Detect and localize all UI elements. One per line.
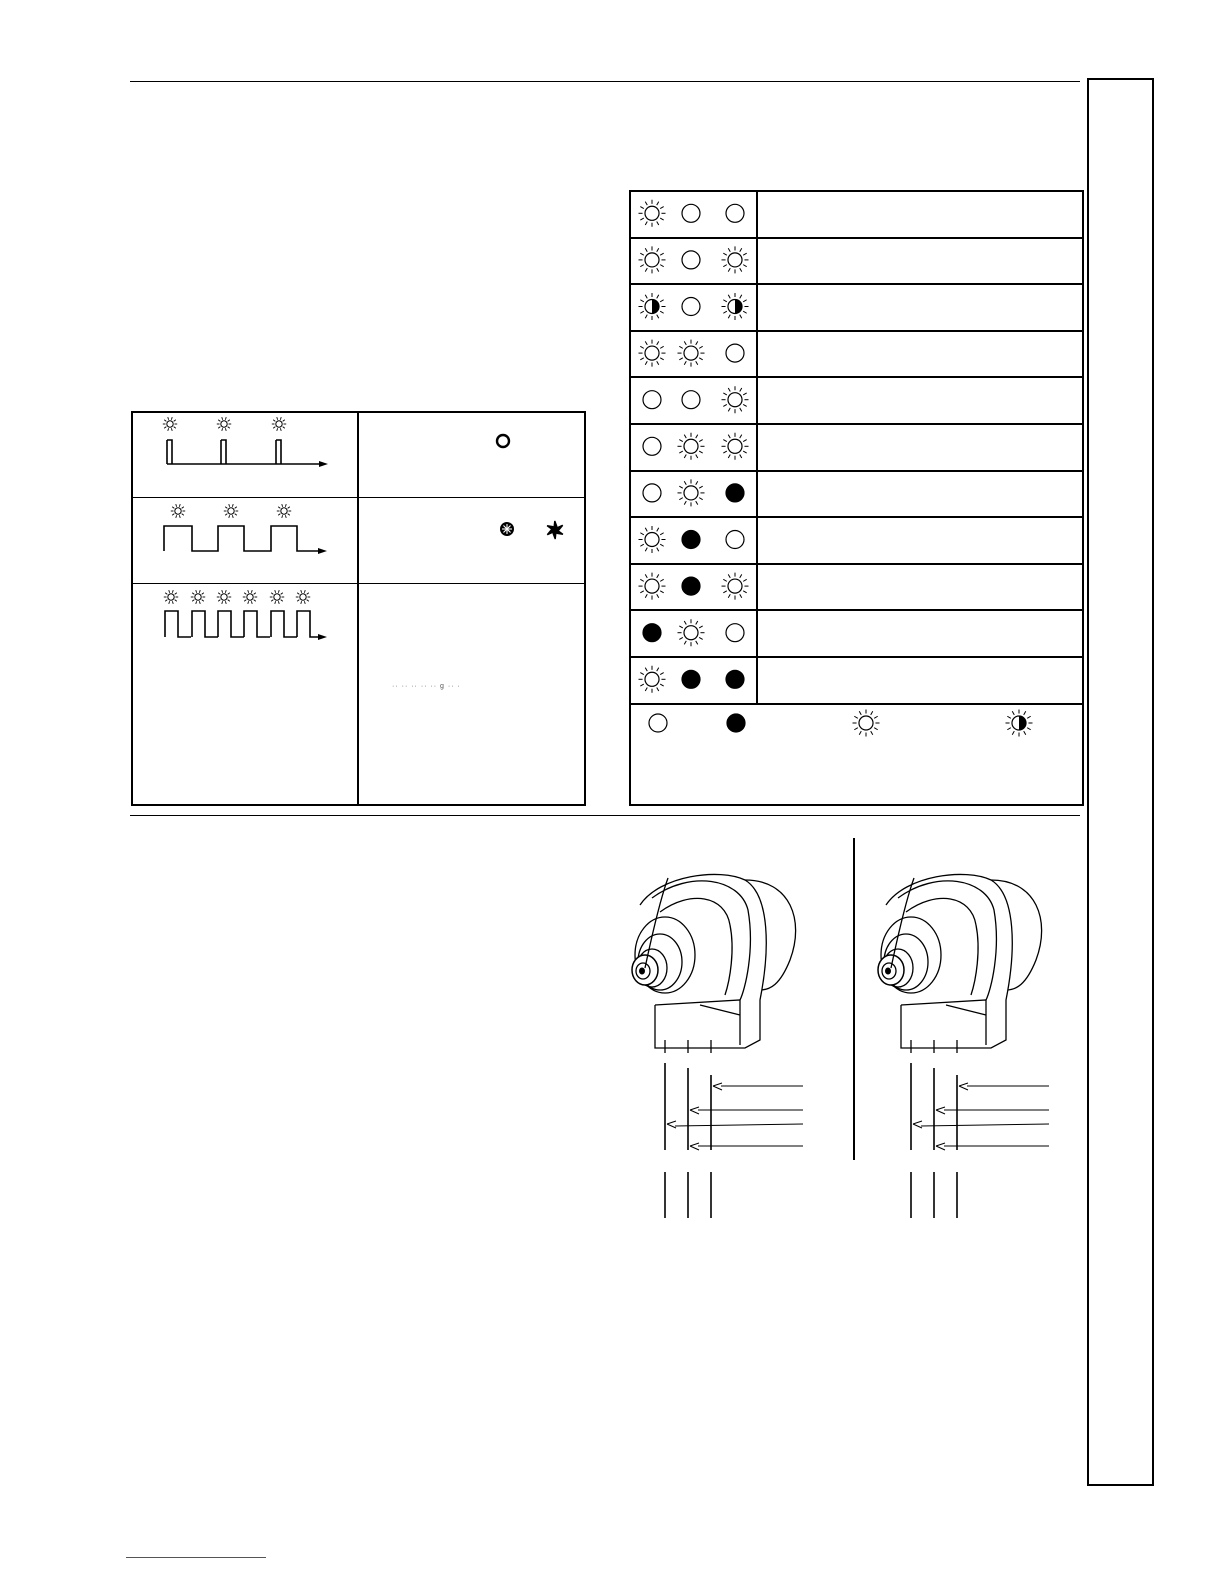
footer-link[interactable] [126,1557,266,1558]
valve-left-diagram [632,874,803,1218]
valve-right-diagram [878,874,1049,1218]
faint-note: ·· ·· ·· ·· ·· g ·· · [392,683,461,690]
